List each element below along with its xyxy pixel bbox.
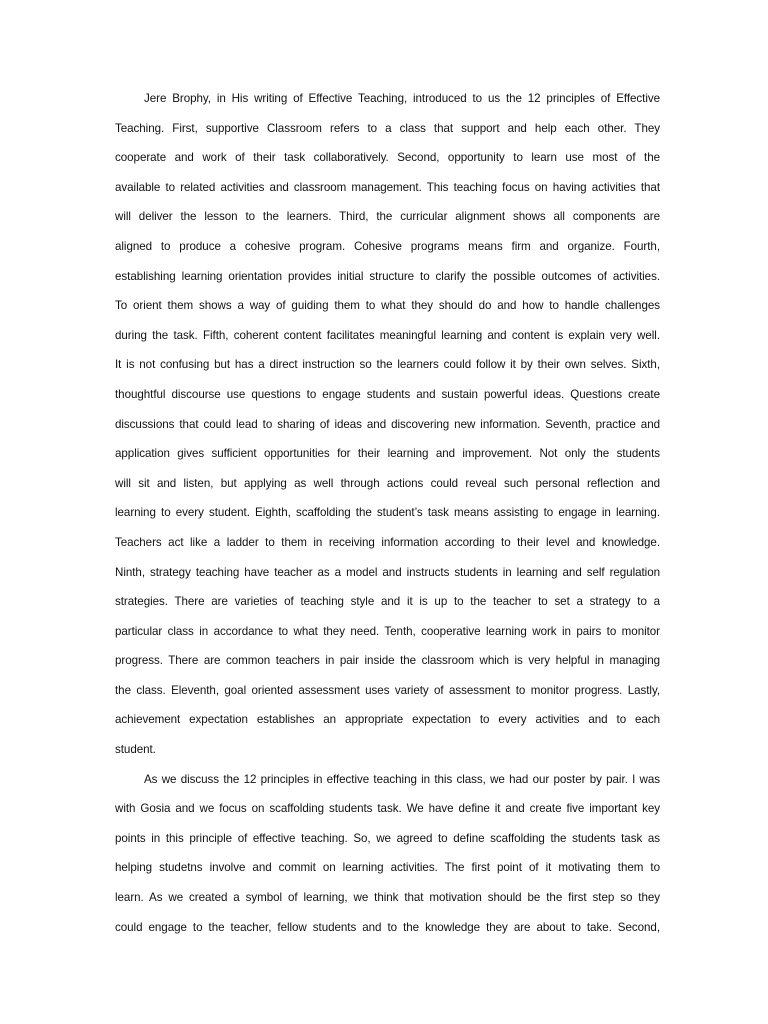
body-text <box>115 84 660 942</box>
text-line: helping studetns involve and commit on learning activities. The first point of it motivating them to <box>115 861 660 875</box>
text-line: cooperate and work of their task collaboratively. Second, opportunity to learn use most of the <box>115 151 660 165</box>
text-line: during the task. Fifth, coherent content facilitates meaningful learning and content is explain very well. <box>115 328 660 342</box>
text-line: will sit and listen, but applying as well through actions could reveal such personal reflection and <box>115 476 660 490</box>
text-line: learn. As we created a symbol of learning, we think that motivation should be the first step so they <box>115 891 660 905</box>
text-line: establishing learning orientation provides initial structure to clarify the possible outcomes of activities. <box>115 269 660 283</box>
text-line: It is not confusing but has a direct instruction so the learners could follow it by their own selves. Sixth, <box>115 358 660 372</box>
text-line: available to related activities and classroom management. This teaching focus on having activities that <box>115 180 660 194</box>
text-line: Ninth, strategy teaching have teacher as a model and instructs students in learning and self regulation <box>115 565 660 579</box>
text-line: Teaching. First, supportive Classroom refers to a class that support and help each other. They <box>115 121 660 135</box>
text-line: Jere Brophy, in His writing of Effective Teaching, introduced to us the 12 principles of Effective <box>144 92 660 105</box>
text-line: discussions that could lead to sharing of ideas and discovering new information. Seventh, practice and <box>115 417 660 431</box>
text-line: application gives sufficient opportunities for their learning and improvement. Not only the students <box>115 447 660 461</box>
text-line: with Gosia and we focus on scaffolding students task. We have define it and create five important key <box>115 802 660 816</box>
text-line: achievement expectation establishes an appropriate expectation to every activities and to each <box>115 713 660 727</box>
text-line: thoughtful discourse use questions to engage students and sustain powerful ideas. Questions create <box>115 387 660 401</box>
text-line: will deliver the lesson to the learners. Third, the curricular alignment shows all components are <box>115 210 660 224</box>
text-line: Teachers act like a ladder to them in receiving information according to their level and knowledge. <box>115 535 660 549</box>
text-line: strategies. There are varieties of teaching style and it is up to the teacher to set a strategy to a <box>115 595 660 609</box>
text-line: aligned to produce a cohesive program. Cohesive programs means firm and organize. Fourth, <box>115 239 660 253</box>
text-line: As we discuss the 12 principles in effective teaching in this class, we had our poster by pair. I was <box>144 772 660 786</box>
text-line: To orient them shows a way of guiding them to what they should do and how to handle challenges <box>115 299 660 313</box>
text-line: the class. Eleventh, goal oriented assessment uses variety of assessment to monitor progress. Lastly, <box>115 683 660 697</box>
text-line: points in this principle of effective teaching. So, we agreed to define scaffolding the students task as <box>115 831 660 845</box>
text-line: could engage to the teacher, fellow students and to the knowledge they are about to take. Second, <box>115 920 660 934</box>
text-line: progress. There are common teachers in pair inside the classroom which is very helpful in managing <box>115 654 660 668</box>
text-line: learning to every student. Eighth, scaffolding the student’s task means assisting to engage in learning. <box>115 506 660 520</box>
text-line: particular class in accordance to what they need. Tenth, cooperative learning work in pairs to monitor <box>115 624 660 638</box>
text-line: student. <box>115 743 156 757</box>
